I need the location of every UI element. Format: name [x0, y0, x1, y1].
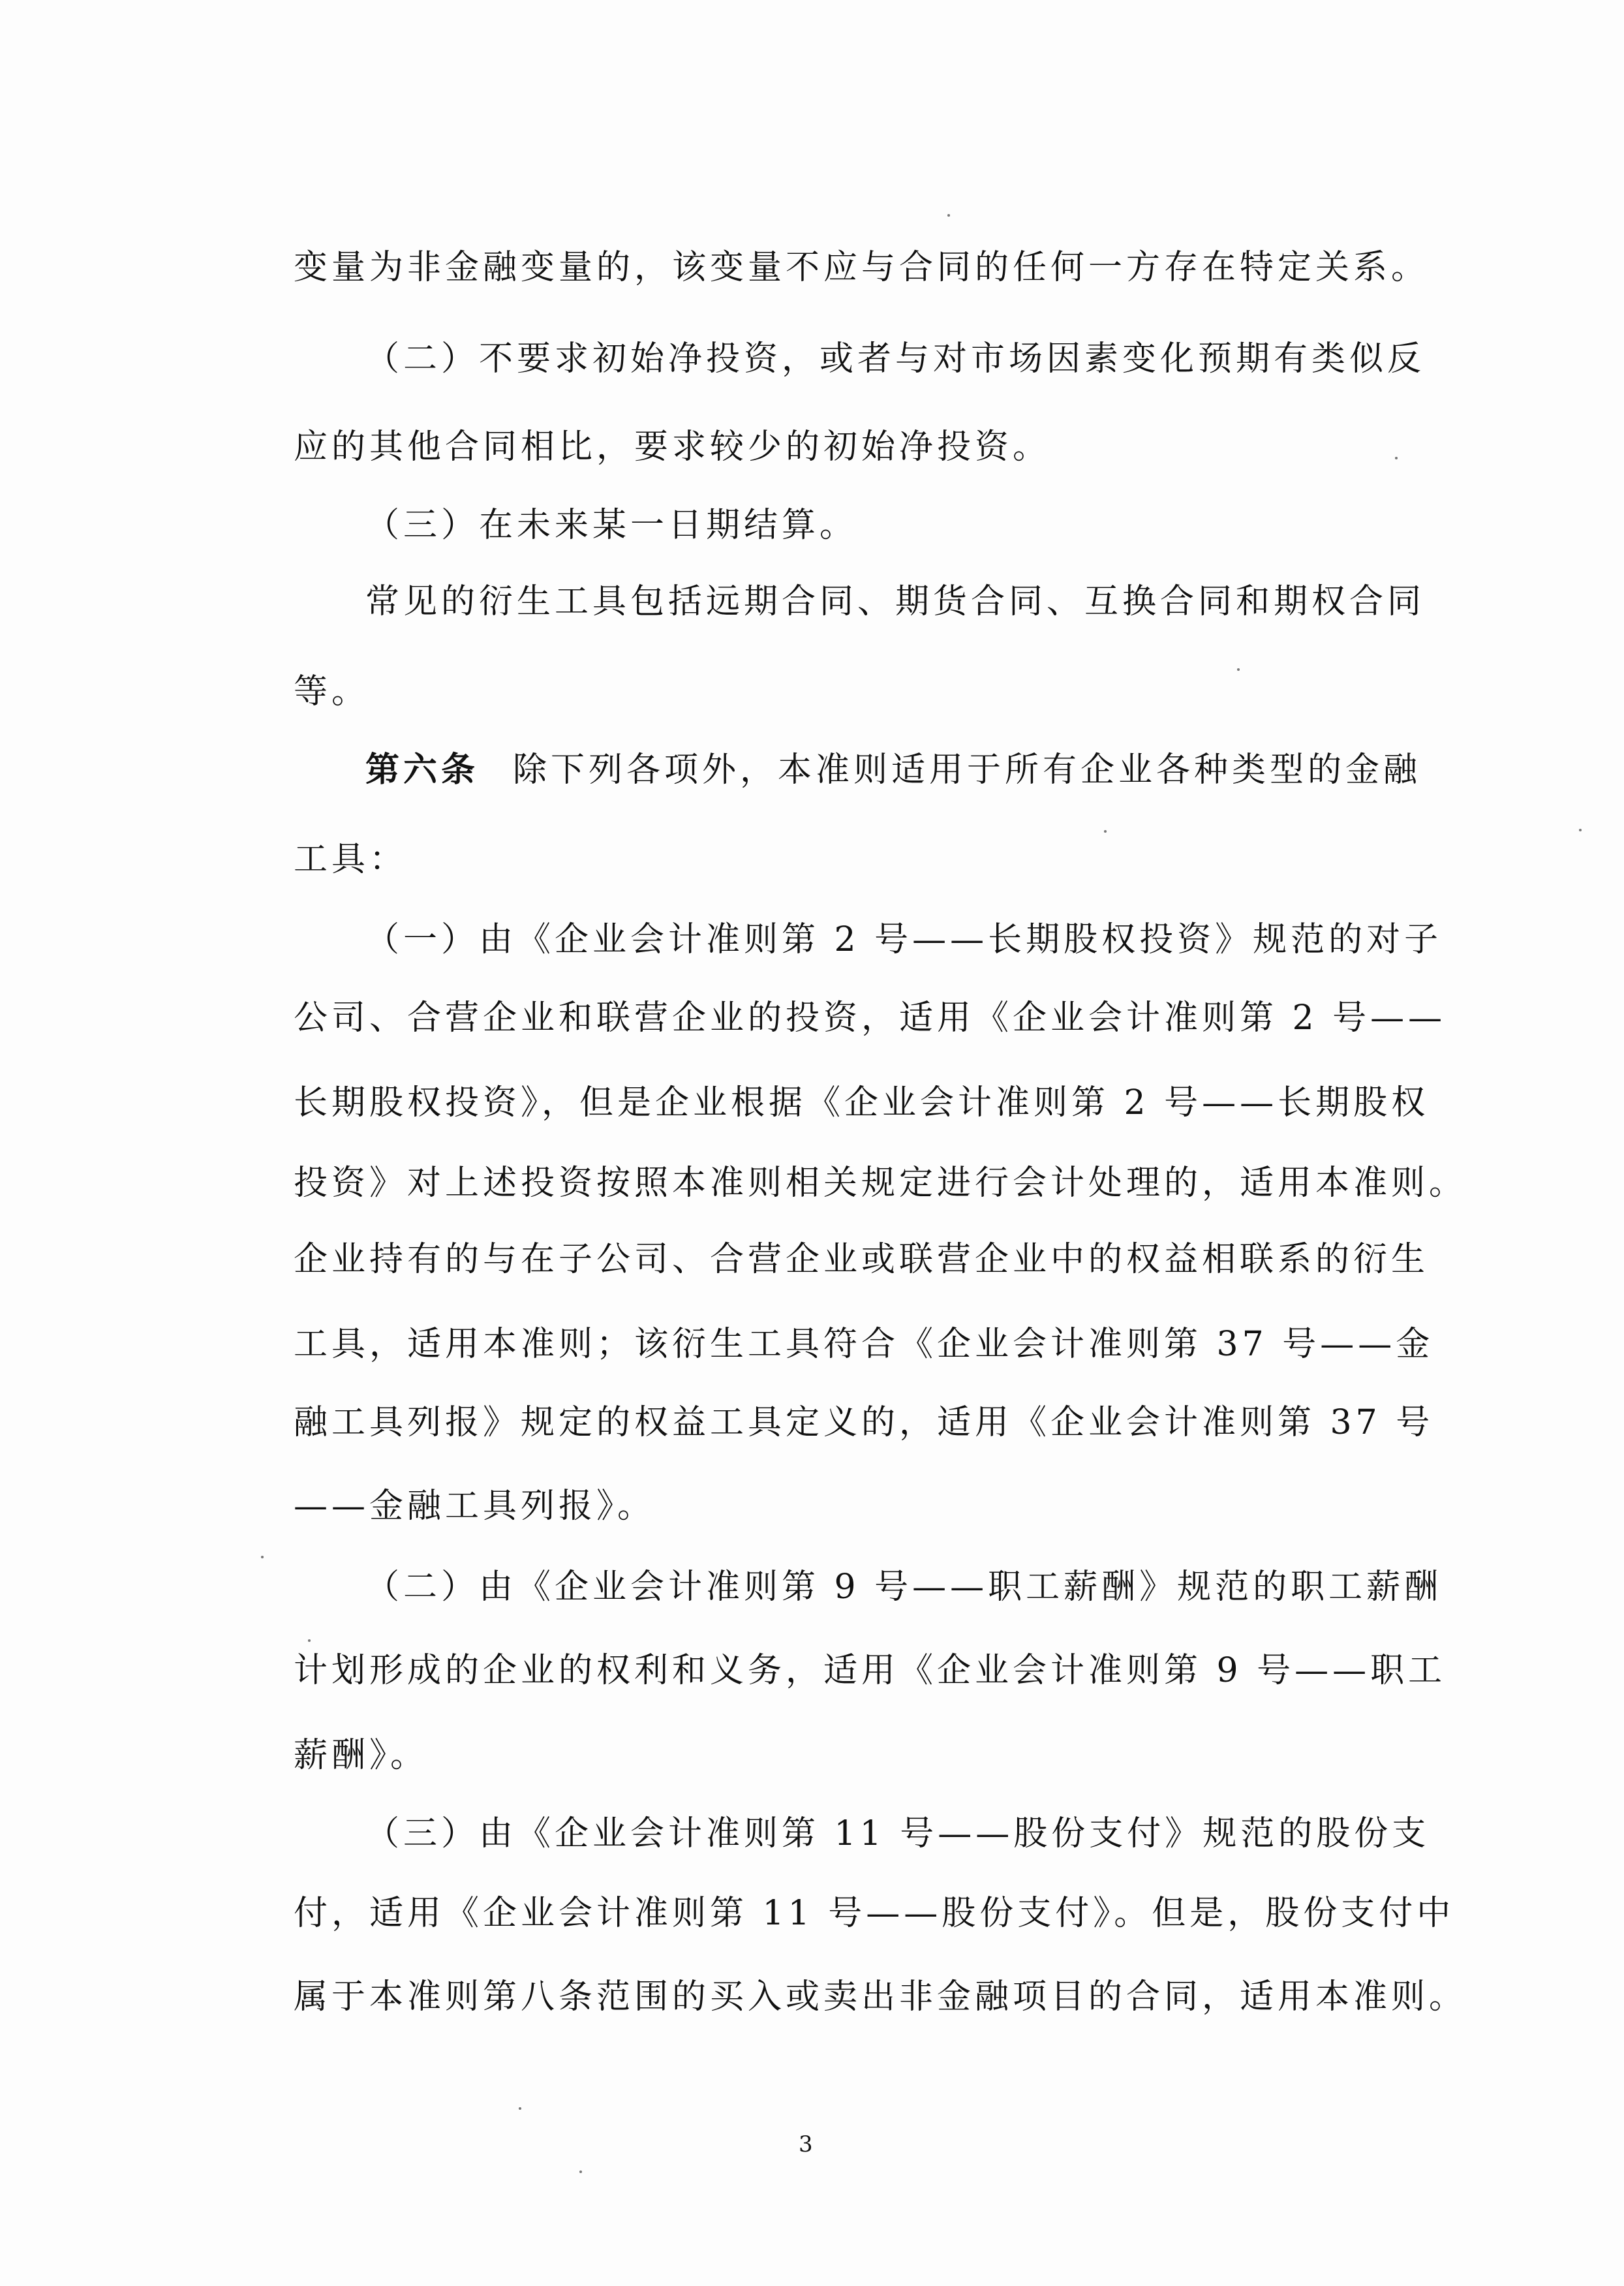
text-line: 应的其他合同相比，要求较少的初始净投资。: [294, 427, 1051, 467]
scan-speck: [1579, 829, 1582, 831]
scan-speck: [1237, 668, 1240, 671]
scan-speck: [308, 1639, 311, 1642]
text-line: 工具，适用本准则；该衍生工具符合《企业会计准则第 37 号——金: [294, 1325, 1434, 1364]
text-line: 变量为非金融变量的，该变量不应与合同的任何一方存在特定关系。: [294, 248, 1430, 287]
text-line: 长期股权投资》，但是企业根据《企业会计准则第 2 号——长期股权: [294, 1083, 1430, 1122]
text-line: 等。: [294, 672, 370, 711]
article-heading: 第六条: [365, 750, 480, 790]
text-line: 企业持有的与在子公司、合营企业或联营企业中的权益相联系的衍生: [294, 1240, 1430, 1279]
scan-speck: [261, 1556, 264, 1558]
scan-speck: [1395, 457, 1398, 459]
text-line: 计划形成的企业的权利和义务，适用《企业会计准则第 9 号——职工: [294, 1651, 1447, 1690]
page-number: 3: [799, 2131, 813, 2157]
scan-speck: [1104, 830, 1107, 833]
article-line: [365, 749, 1422, 791]
text-line: 属于本准则第八条范围的买入或卖出非金融项目的合同，适用本准则。: [294, 1977, 1467, 2016]
text-line: 常见的衍生工具包括远期合同、期货合同、互换合同和期权合同: [365, 582, 1426, 621]
text-line: （二）由《企业会计准则第 9 号——职工薪酬》规范的职工薪酬: [365, 1568, 1443, 1607]
text-line: 工具：: [294, 840, 408, 879]
text-line: 除下列各项外，本准则适用于所有企业各种类型的金融: [513, 750, 1422, 790]
text-line: ——金融工具列报》。: [294, 1487, 656, 1526]
text-line: 薪酬》。: [294, 1736, 429, 1775]
text-line: 付，适用《企业会计准则第 11 号——股份支付》。但是，股份支付中: [294, 1894, 1455, 1933]
scan-speck: [519, 2107, 521, 2110]
text-line: （二）不要求初始净投资，或者与对市场因素变化预期有类似反: [365, 339, 1426, 378]
text-line: 融工具列报》规定的权益工具定义的，适用《企业会计准则第 37 号: [294, 1403, 1434, 1442]
text-line: 公司、合营企业和联营企业的投资，适用《企业会计准则第 2 号——: [294, 998, 1447, 1038]
text-line: （一）由《企业会计准则第 2 号——长期股权投资》规范的对子: [365, 920, 1443, 959]
scan-speck: [947, 214, 950, 217]
scan-speck: [579, 2170, 582, 2173]
text-line: （三）在未来某一日期结算。: [365, 506, 858, 545]
text-line: （三）由《企业会计准则第 11 号——股份支付》规范的股份支: [365, 1814, 1430, 1853]
text-line: 投资》对上述投资按照本准则相关规定进行会计处理的，适用本准则。: [294, 1164, 1467, 1203]
